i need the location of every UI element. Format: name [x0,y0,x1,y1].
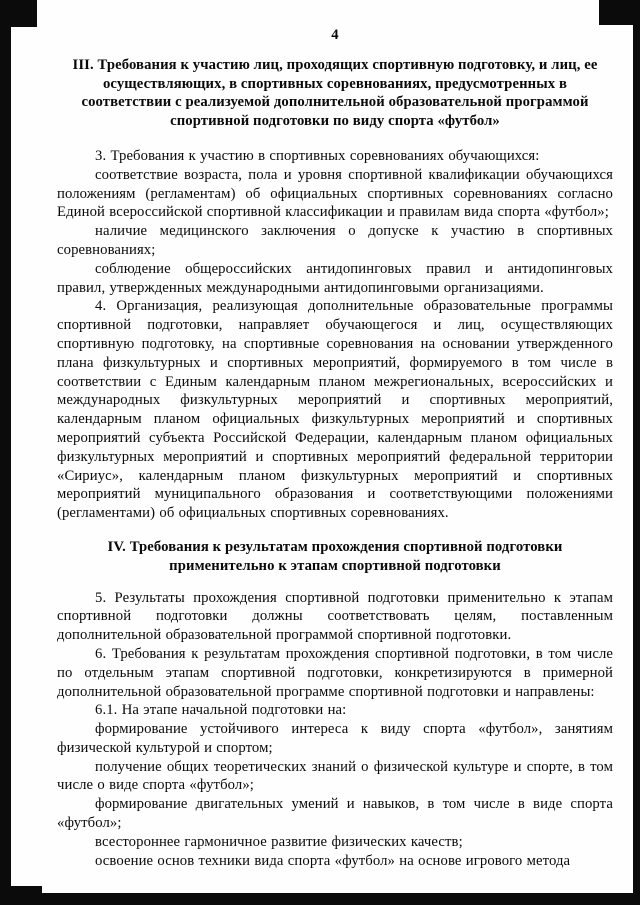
paragraph-5: 5. Результаты прохождения спортивной подготовки применительно к этапам спортивной подготовки должны соответствовать целям, поставленным дополнительной образовательной программой спортивной подготовки. [57,589,613,644]
paragraph-6-1-item-skills: формирование двигательных умений и навыков, в том числе в виде спорта «футбол»; [57,796,613,832]
paragraph-6-1-item-technique: освоение основ техники вида спорта «футбол» на основе игрового метода [95,852,571,869]
paragraph-4: 4. Организация, реализующая дополнительные образовательные программы спортивной подготовки, направляет обучающегося и лиц, осуществляющих спортивную подготовку, на спортивные соревнования на основании утвержденного плана физкультурных и спортивных мероприятий, формируемого в том числе в соответствии с Единым календарным планом межрегиональных, всероссийских и международных физкультурных мероприятий и спортивных мероприятий, календарным планом официальных физкультурных мероприятий и спортивных мероприятий субъекта Российской Федерации, календарным планом официальных физкультурных мероприятий и спортивных мероприятий федеральной территории «Сириус», календарным планом физкультурных мероприятий и спортивных мероприятий муниципального образования и соответствующими положениями (регламентами) об официальных спортивных соревнованиях. [57,298,613,522]
paragraph-3-item-medical: наличие медицинского заключения о допуске к участию в спортивных соревнованиях; [57,223,613,258]
scan-artifact-top-left-corner [0,0,37,27]
scan-artifact-top-right-corner [599,0,640,25]
section-iv-heading: IV. Требования к результатам прохождения спортивной подготовки применительно к этапам спортивной подготовки [107,538,563,574]
page-number: 4 [331,27,339,43]
document-content [57,26,613,870]
paragraph-3: 3. Требования к участию в спортивных соревнованиях обучающихся: [95,147,540,164]
paragraph-6-1: 6.1. На этапе начальной подготовки на: [95,702,347,719]
paragraph-3-item-antidoping: соблюдение общероссийских антидопинговых правил и антидопинговых правил, утвержденных международными антидопинговыми организациями. [57,260,613,296]
paragraph-6-1-item-knowledge: получение общих теоретических знаний о физической культуре и спорте, в том числе о виде спорта «футбол»; [57,758,613,794]
paragraph-6: 6. Требования к результатам прохождения спортивной подготовки, в том числе по отдельным этапам спортивной подготовки, конкретизируются в примерной дополнительной образовательной программе спортивной подготовки и направлены: [57,645,613,700]
paragraph-6-1-item-interest: формирование устойчивого интереса к виду спорта «футбол», занятиям физической культурой и спортом; [57,721,613,756]
section-iii-heading: III. Требования к участию лиц, проходящих спортивную подготовку, и лиц, ее осуществляющих, в спортивных соревнованиях, предусмотренных в соответствии с реализуемой дополнительной образовательной программой спортивной подготовки по виду спорта «футбол» [72,56,598,130]
scan-artifact-left-edge [0,0,11,905]
paragraph-3-item-age: соответствие возраста, пола и уровня спортивной квалификации обучающихся положениям (регламентам) об официальных спортивных соревнованиях согласно Единой всероссийской спортивной классификации и правилам вида спорта «футбол»; [57,166,613,221]
paragraph-6-1-item-development: всестороннее гармоничное развитие физических качеств; [95,833,463,850]
scan-artifact-right-edge [633,0,640,905]
scan-artifact-bottom-edge [0,893,640,905]
